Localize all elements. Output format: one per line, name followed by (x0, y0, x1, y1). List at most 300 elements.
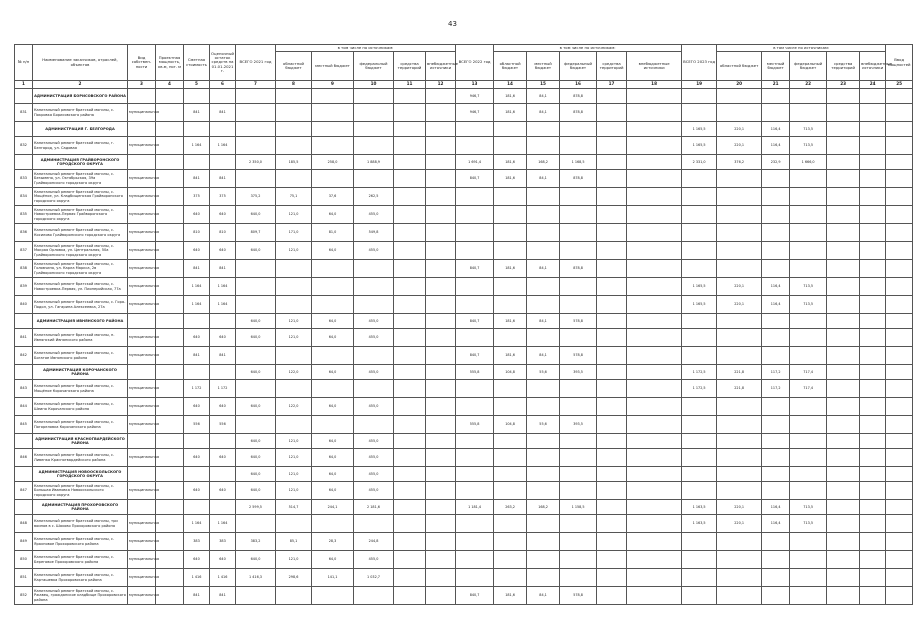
value-cell (456, 329, 494, 347)
value-cell (597, 224, 627, 242)
row-number: 839 (15, 278, 33, 296)
value-cell: 1 164 (184, 296, 210, 314)
object-name: Капитальный ремонт братской могилы, с. Береговое Прохоровского района (33, 551, 128, 569)
value-cell (682, 89, 717, 104)
value-cell (627, 347, 682, 365)
section-name: АДМИНИСТРАЦИЯ КРАСНОГВАРДЕЙСКОГО РАЙОНА (33, 434, 128, 449)
value-cell (394, 242, 426, 260)
value-cell: 116,4 (762, 296, 790, 314)
table-body (15, 81, 913, 605)
value-cell (312, 347, 354, 365)
value-cell (762, 467, 790, 482)
value-cell (827, 260, 860, 278)
value-cell (790, 170, 827, 188)
value-cell (156, 206, 184, 224)
value-cell (597, 188, 627, 206)
value-cell (560, 380, 597, 398)
value-cell (597, 500, 627, 515)
value-cell (597, 329, 627, 347)
value-cell: 946,7 (456, 104, 494, 122)
row-number: 843 (15, 380, 33, 398)
value-cell (860, 155, 886, 170)
row-number: 834 (15, 188, 33, 206)
value-cell (597, 155, 627, 170)
value-cell: 375,2 (236, 188, 276, 206)
value-cell (627, 551, 682, 569)
value-cell (827, 296, 860, 314)
row-number (15, 467, 33, 482)
value-cell: 84,1 (527, 587, 560, 605)
value-cell (682, 416, 717, 434)
value-cell (886, 296, 913, 314)
object-name: Капитальный ремонт братской могилы, с. Головчино, ул. Карла Маркса, 2в Грайворонского городского округа (33, 260, 128, 278)
value-cell: 55,6 (527, 416, 560, 434)
value-cell (456, 449, 494, 467)
value-cell (627, 296, 682, 314)
value-cell: 841 (184, 587, 210, 605)
value-cell (426, 188, 456, 206)
value-cell: 841 (210, 260, 236, 278)
value-cell (790, 398, 827, 416)
row-number (15, 314, 33, 329)
value-cell: 85,1 (276, 533, 312, 551)
object-name: Капитальный ремонт братской могилы, с. Шеино Корочанского района (33, 398, 128, 416)
ownership (128, 500, 156, 515)
value-cell (717, 398, 762, 416)
value-cell (860, 314, 886, 329)
value-cell: 1 416 (184, 569, 210, 587)
value-cell: 262,5 (354, 188, 394, 206)
value-cell: 810 (210, 224, 236, 242)
value-cell: 514,7 (276, 500, 312, 515)
value-cell: 640,0 (236, 398, 276, 416)
value-cell (426, 170, 456, 188)
value-cell (354, 104, 394, 122)
value-cell: 1 181,4 (456, 500, 494, 515)
value-cell: 1 165,5 (682, 137, 717, 155)
header-src-territory: средства территорий (597, 52, 627, 81)
value-cell (717, 260, 762, 278)
value-cell (560, 434, 597, 449)
value-cell: 383 (184, 533, 210, 551)
value-cell (527, 137, 560, 155)
value-cell: 713,5 (790, 500, 827, 515)
value-cell (560, 296, 597, 314)
value-cell (790, 224, 827, 242)
value-cell: 1 666,0 (790, 155, 827, 170)
ownership: муниципальная (128, 515, 156, 533)
value-cell (184, 89, 210, 104)
section-row (15, 89, 913, 104)
value-cell (394, 296, 426, 314)
value-cell: 455,0 (354, 242, 394, 260)
section-name: АДМИНИСТРАЦИЯ КОРОЧАНСКОГО РАЙОНА (33, 365, 128, 380)
value-cell: 640,0 (236, 449, 276, 467)
column-number: 8 (276, 81, 312, 89)
value-cell (560, 449, 597, 467)
value-cell (312, 416, 354, 434)
value-cell: 141,1 (312, 569, 354, 587)
value-cell (597, 449, 627, 467)
value-cell (276, 515, 312, 533)
value-cell (762, 170, 790, 188)
value-cell: 181,6 (494, 89, 527, 104)
value-cell (156, 515, 184, 533)
value-cell (627, 314, 682, 329)
value-cell: 121,0 (276, 314, 312, 329)
value-cell (886, 380, 913, 398)
header-sources-2021: в том числе по источникам: (276, 45, 456, 52)
value-cell: 84,1 (527, 104, 560, 122)
value-cell (426, 89, 456, 104)
value-cell (456, 515, 494, 533)
value-cell: 84,1 (527, 260, 560, 278)
value-cell (597, 89, 627, 104)
value-cell (827, 104, 860, 122)
value-cell (156, 242, 184, 260)
value-cell (494, 551, 527, 569)
value-cell (860, 365, 886, 380)
row-number: 840 (15, 296, 33, 314)
value-cell: 383,2 (236, 533, 276, 551)
value-cell (527, 569, 560, 587)
value-cell (312, 515, 354, 533)
value-cell (860, 89, 886, 104)
value-cell (494, 188, 527, 206)
value-cell (597, 296, 627, 314)
table-row (15, 242, 913, 260)
value-cell (827, 380, 860, 398)
value-cell (860, 467, 886, 482)
value-cell (860, 551, 886, 569)
value-cell (184, 365, 210, 380)
header-src-federal: федеральный бюджет (790, 52, 827, 81)
value-cell (426, 329, 456, 347)
value-cell (597, 482, 627, 500)
column-number: 13 (456, 81, 494, 89)
value-cell (560, 329, 597, 347)
value-cell: 840,7 (456, 170, 494, 188)
value-cell (597, 551, 627, 569)
value-cell: 640 (184, 398, 210, 416)
column-number: 7 (236, 81, 276, 89)
ownership: муниципальная (128, 449, 156, 467)
value-cell (156, 449, 184, 467)
object-name: Капитальный ремонт братской могилы, с. Новостроевка-Первая Грайворонского городского округа (33, 206, 128, 224)
header-total-2022: ВСЕГО 2022 год (456, 45, 494, 81)
object-name: Капитальный ремонт братской могилы, с. Богатое Ивнянского района (33, 347, 128, 365)
value-cell: 713,5 (790, 515, 827, 533)
value-cell (210, 500, 236, 515)
value-cell (790, 467, 827, 482)
value-cell (236, 104, 276, 122)
value-cell: 555,8 (456, 416, 494, 434)
value-cell: 121,0 (276, 206, 312, 224)
value-cell (790, 482, 827, 500)
value-cell: 121,0 (276, 467, 312, 482)
value-cell (456, 569, 494, 587)
header-src-territory: средства территорий (827, 52, 860, 81)
value-cell (827, 206, 860, 224)
table-row (15, 170, 913, 188)
value-cell (394, 533, 426, 551)
value-cell (860, 206, 886, 224)
value-cell (597, 434, 627, 449)
row-number: 851 (15, 569, 33, 587)
value-cell: 810 (184, 224, 210, 242)
value-cell: 713,5 (790, 278, 827, 296)
ownership: муниципальная (128, 260, 156, 278)
value-cell (394, 500, 426, 515)
value-cell (827, 449, 860, 467)
value-cell (354, 380, 394, 398)
ownership: муниципальная (128, 347, 156, 365)
column-number: 22 (790, 81, 827, 89)
value-cell: 221,8 (717, 380, 762, 398)
value-cell (312, 170, 354, 188)
value-cell (827, 170, 860, 188)
value-cell (156, 551, 184, 569)
value-cell (426, 296, 456, 314)
value-cell (156, 89, 184, 104)
row-number: 842 (15, 347, 33, 365)
value-cell: 840,7 (456, 314, 494, 329)
value-cell (527, 380, 560, 398)
value-cell (426, 416, 456, 434)
value-cell (394, 260, 426, 278)
value-cell (886, 260, 913, 278)
value-cell (156, 365, 184, 380)
column-number: 5 (184, 81, 210, 89)
ownership: муниципальная (128, 278, 156, 296)
value-cell (236, 296, 276, 314)
value-cell (312, 296, 354, 314)
ownership: муниципальная (128, 104, 156, 122)
value-cell (762, 329, 790, 347)
value-cell: 1 172 (184, 380, 210, 398)
value-cell (236, 515, 276, 533)
value-cell (494, 398, 527, 416)
header-src-local: местный бюджет (527, 52, 560, 81)
value-cell: 556 (184, 416, 210, 434)
value-cell: 171,0 (276, 224, 312, 242)
ownership (128, 155, 156, 170)
table-row (15, 569, 913, 587)
value-cell: 640 (184, 242, 210, 260)
value-cell (354, 278, 394, 296)
value-cell: 64,0 (312, 242, 354, 260)
value-cell (184, 155, 210, 170)
value-cell: 640 (184, 449, 210, 467)
value-cell (886, 551, 913, 569)
value-cell (456, 434, 494, 449)
value-cell (456, 188, 494, 206)
value-cell: 116,4 (762, 137, 790, 155)
value-cell (276, 296, 312, 314)
value-cell (860, 482, 886, 500)
value-cell (560, 398, 597, 416)
row-number: 847 (15, 482, 33, 500)
row-number (15, 122, 33, 137)
value-cell (312, 260, 354, 278)
value-cell (527, 278, 560, 296)
column-number: 1 (15, 81, 33, 89)
value-cell: 578,8 (560, 587, 597, 605)
value-cell (560, 533, 597, 551)
value-cell (627, 278, 682, 296)
value-cell (184, 500, 210, 515)
value-cell: 640 (210, 329, 236, 347)
value-cell: 1 165,5 (682, 278, 717, 296)
column-number: 10 (354, 81, 394, 89)
value-cell: 878,8 (560, 260, 597, 278)
table-row (15, 206, 913, 224)
value-cell: 393,5 (560, 365, 597, 380)
value-cell (597, 398, 627, 416)
value-cell: 841 (210, 170, 236, 188)
value-cell: 841 (210, 347, 236, 365)
value-cell (527, 329, 560, 347)
section-row (15, 365, 913, 380)
value-cell (597, 587, 627, 605)
value-cell (762, 398, 790, 416)
value-cell: 841 (210, 104, 236, 122)
value-cell: 116,4 (762, 500, 790, 515)
value-cell (394, 314, 426, 329)
value-cell: 713,5 (790, 137, 827, 155)
value-cell: 2 181,6 (354, 500, 394, 515)
value-cell (886, 89, 913, 104)
value-cell (494, 206, 527, 224)
table-row (15, 398, 913, 416)
row-number: 852 (15, 587, 33, 605)
value-cell (597, 104, 627, 122)
value-cell (394, 365, 426, 380)
value-cell: 455,0 (354, 482, 394, 500)
value-cell (276, 347, 312, 365)
value-cell: 121,0 (276, 242, 312, 260)
value-cell: 84,1 (527, 314, 560, 329)
ownership (128, 467, 156, 482)
value-cell (682, 434, 717, 449)
value-cell (682, 587, 717, 605)
investment-program-table (14, 44, 913, 605)
value-cell (682, 242, 717, 260)
value-cell (210, 467, 236, 482)
value-cell (394, 104, 426, 122)
value-cell (426, 122, 456, 137)
value-cell: 375 (184, 188, 210, 206)
value-cell (494, 515, 527, 533)
value-cell (762, 314, 790, 329)
value-cell (354, 296, 394, 314)
value-cell (494, 569, 527, 587)
value-cell (886, 155, 913, 170)
row-number: 846 (15, 449, 33, 467)
column-number: 19 (682, 81, 717, 89)
header-src-regional: областной бюджет (494, 52, 527, 81)
value-cell (597, 416, 627, 434)
value-cell (762, 482, 790, 500)
value-cell (426, 482, 456, 500)
value-cell (597, 278, 627, 296)
value-cell (456, 242, 494, 260)
value-cell: 84,1 (527, 89, 560, 104)
value-cell: 840,7 (456, 347, 494, 365)
value-cell (627, 224, 682, 242)
value-cell (762, 242, 790, 260)
value-cell (717, 347, 762, 365)
value-cell (860, 260, 886, 278)
value-cell (312, 104, 354, 122)
value-cell (860, 104, 886, 122)
value-cell: 181,6 (494, 347, 527, 365)
table-row (15, 296, 913, 314)
value-cell: 640,0 (236, 551, 276, 569)
value-cell (456, 296, 494, 314)
value-cell (717, 314, 762, 329)
header-remaining: Оценочный остаток средств на 01.01.2021 г. (210, 45, 236, 81)
row-number: 849 (15, 533, 33, 551)
table-row (15, 188, 913, 206)
object-name: Капитальный ремонт братской могилы, с. Новостроевка-Первая, ул. Пионерийская, 77а (33, 278, 128, 296)
row-number: 838 (15, 260, 33, 278)
value-cell (426, 206, 456, 224)
value-cell: 117,2 (762, 365, 790, 380)
value-cell (156, 380, 184, 398)
value-cell (210, 155, 236, 170)
value-cell (717, 449, 762, 467)
value-cell (527, 398, 560, 416)
value-cell (276, 104, 312, 122)
value-cell (597, 533, 627, 551)
value-cell (426, 104, 456, 122)
header-src-local: местный бюджет (312, 52, 354, 81)
value-cell (886, 515, 913, 533)
value-cell: 220,1 (717, 122, 762, 137)
value-cell (886, 449, 913, 467)
table-row (15, 347, 913, 365)
value-cell (156, 155, 184, 170)
value-cell (156, 467, 184, 482)
value-cell (456, 482, 494, 500)
value-cell: 1 164 (184, 137, 210, 155)
value-cell: 64,0 (312, 434, 354, 449)
value-cell (827, 365, 860, 380)
value-cell: 375 (210, 188, 236, 206)
value-cell (527, 551, 560, 569)
value-cell (354, 515, 394, 533)
value-cell (426, 569, 456, 587)
value-cell: 181,6 (494, 314, 527, 329)
value-cell: 2 599,5 (236, 500, 276, 515)
column-number: 6 (210, 81, 236, 89)
value-cell (184, 467, 210, 482)
value-cell (827, 347, 860, 365)
value-cell: 640,0 (236, 434, 276, 449)
value-cell (682, 467, 717, 482)
value-cell (790, 347, 827, 365)
row-number (15, 155, 33, 170)
ownership: муниципальная (128, 170, 156, 188)
row-number: 836 (15, 224, 33, 242)
value-cell (827, 587, 860, 605)
section-name: АДМИНИСТРАЦИЯ ГРАЙВОРОНСКОГО ГОРОДСКОГО ОКРУГА (33, 155, 128, 170)
section-name: АДМИНИСТРАЦИЯ ПРОХОРОВСКОГО РАЙОНА (33, 500, 128, 515)
value-cell (560, 137, 597, 155)
value-cell (860, 329, 886, 347)
value-cell (494, 467, 527, 482)
